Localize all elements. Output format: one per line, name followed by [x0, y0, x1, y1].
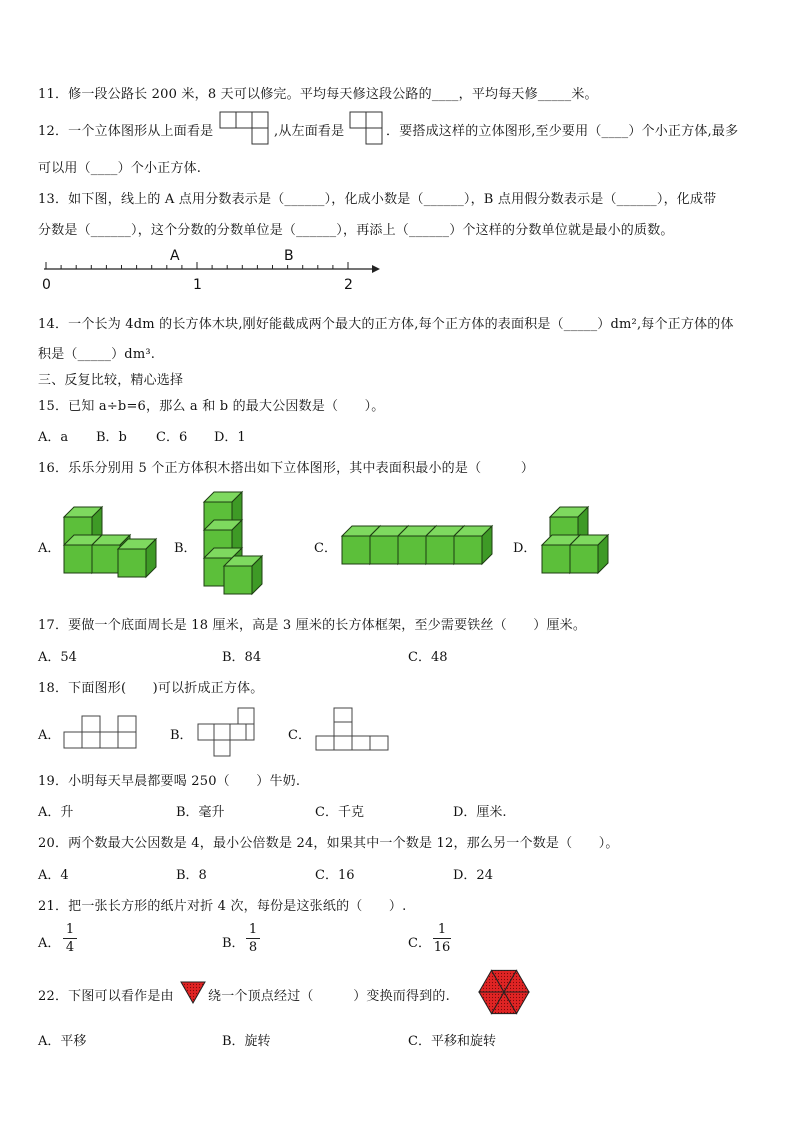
q18-option-b-label[interactable]: B．: [170, 728, 193, 743]
number-line: [40, 246, 385, 296]
q19-option-d[interactable]: D．厘米.: [453, 805, 507, 820]
q18-option-a-label[interactable]: A．: [38, 728, 61, 743]
q21-fraction-a-numerator: 1: [65, 922, 75, 937]
question-12-part1: 12．一个立体图形从上面看是: [38, 124, 214, 139]
q21-fraction-a-denominator: 4: [65, 940, 75, 955]
q21-fraction-b-denominator: 8: [248, 940, 258, 955]
q15-option-a[interactable]: A．a: [38, 430, 69, 445]
question-11: 11．修一段公路长 200 米，8 天可以修完。平均每天修这段公路的____，平均每天修_____米。: [38, 87, 598, 102]
q21-option-a-label[interactable]: A．: [38, 936, 61, 951]
q19-option-a[interactable]: A．升: [38, 805, 74, 820]
q21-fraction-c: [432, 921, 452, 956]
cube-block: [118, 539, 156, 577]
net-figure-c: [314, 706, 390, 752]
q22-option-b[interactable]: B．旋转: [222, 1034, 271, 1049]
point-b-label: B: [284, 248, 294, 264]
question-16: 16．乐乐分别用 5 个正方体积木搭出如下立体图形，其中表面积最小的是（ ）: [38, 461, 535, 476]
section-title: 三、反复比较，精心选择: [38, 373, 184, 388]
q17-option-c[interactable]: C．48: [408, 650, 448, 665]
cube-block: [224, 556, 262, 594]
question-13-line2: 分数是（______），这个分数的分数单位是（______），再添上（______）个这样的分数单位就是最小的质数。: [38, 223, 674, 238]
left-view-figure: [350, 112, 384, 146]
question-14-line1: 14．一个长为 4dm 的长方体木块,刚好能截成两个最大的正方体,每个正方体的表面积是（_____）dm²,每个正方体的体: [38, 317, 734, 332]
question-20: 20．两个数最大公因数是 4，最小公倍数是 24，如果其中一个数是 12，那么另一个数是（ ）。: [38, 836, 619, 851]
q15-option-d[interactable]: D．1: [214, 430, 246, 445]
cube-figure-d: [540, 505, 620, 585]
q21-fraction-b: [245, 921, 261, 956]
cube-block: [454, 526, 492, 564]
q22-option-a[interactable]: A．平移: [38, 1034, 87, 1049]
question-13-line1: 13．如下图，线上的 A 点用分数表示是（______），化成小数是（______），B 点用假分数表示是（______），化成带: [38, 192, 717, 207]
question-22-part1: 22．下图可以看作是由: [38, 989, 174, 1004]
hexagon-figure: [476, 966, 532, 1018]
tick-label-1: 1: [193, 277, 202, 293]
q16-option-c-label[interactable]: C．: [314, 541, 337, 556]
q17-option-b[interactable]: B．84: [222, 650, 262, 665]
question-15: 15．已知 a÷b=6，那么 a 和 b 的最大公因数是（ ）。: [38, 399, 385, 414]
q20-option-b[interactable]: B．8: [176, 868, 207, 883]
q17-option-a[interactable]: A．54: [38, 650, 77, 665]
q21-fraction-b-numerator: 1: [248, 922, 258, 937]
tick-label-2: 2: [344, 277, 353, 293]
question-14-line2: 积是（_____）dm³.: [38, 347, 156, 362]
q16-option-d-label[interactable]: D．: [513, 541, 537, 556]
q20-option-a[interactable]: A．4: [38, 868, 69, 883]
question-21: 21．把一张长方形的纸片对折 4 次，每份是这张纸的（ ）.: [38, 899, 407, 914]
cube-figure-a: [62, 505, 162, 585]
q15-option-b[interactable]: B．b: [96, 430, 127, 445]
question-22-part2: 绕一个顶点经过（ ）变换而得到的.: [208, 989, 450, 1004]
q16-option-a-label[interactable]: A．: [38, 541, 61, 556]
point-a-label: A: [170, 248, 180, 264]
q20-option-c[interactable]: C．16: [315, 868, 355, 883]
q21-option-c-label[interactable]: C．: [408, 936, 431, 951]
q19-option-b[interactable]: B．毫升: [176, 805, 225, 820]
q15-option-c[interactable]: C．6: [156, 430, 188, 445]
cube-figure-b: [200, 488, 280, 603]
net-figure-a: [64, 714, 140, 750]
question-18: 18．下面图形( )可以折成正方体。: [38, 681, 264, 696]
q20-option-d[interactable]: D．24: [453, 868, 493, 883]
question-19: 19．小明每天早晨都要喝 250（ ）牛奶.: [38, 774, 301, 789]
top-view-figure: [220, 112, 274, 146]
q21-fraction-a: [62, 921, 78, 956]
cube-figure-c: [340, 524, 500, 569]
q18-option-c-label[interactable]: C．: [288, 728, 311, 743]
q22-option-c[interactable]: C．平移和旋转: [408, 1034, 496, 1049]
tick-label-0: 0: [42, 277, 51, 293]
question-12-line2: 可以用（____）个小正方体.: [38, 161, 202, 176]
question-17: 17．要做一个底面周长是 18 厘米，高是 3 厘米的长方体框架，至少需要铁丝（ ）厘米。: [38, 618, 587, 633]
question-12-part2: ,从左面看是: [274, 124, 345, 139]
q21-fraction-c-denominator: 16: [433, 940, 451, 955]
q19-option-c[interactable]: C．千克: [315, 805, 364, 820]
q21-option-b-label[interactable]: B．: [222, 936, 245, 951]
cube-block: [570, 535, 608, 573]
q16-option-b-label[interactable]: B．: [174, 541, 197, 556]
net-figure-b: [196, 706, 258, 758]
triangle-icon: [180, 980, 208, 1006]
question-12-part3: ．要搭成这样的立体图形,至少要用（____）个小正方体,最多: [386, 124, 739, 139]
q21-fraction-c-numerator: 1: [437, 922, 447, 937]
